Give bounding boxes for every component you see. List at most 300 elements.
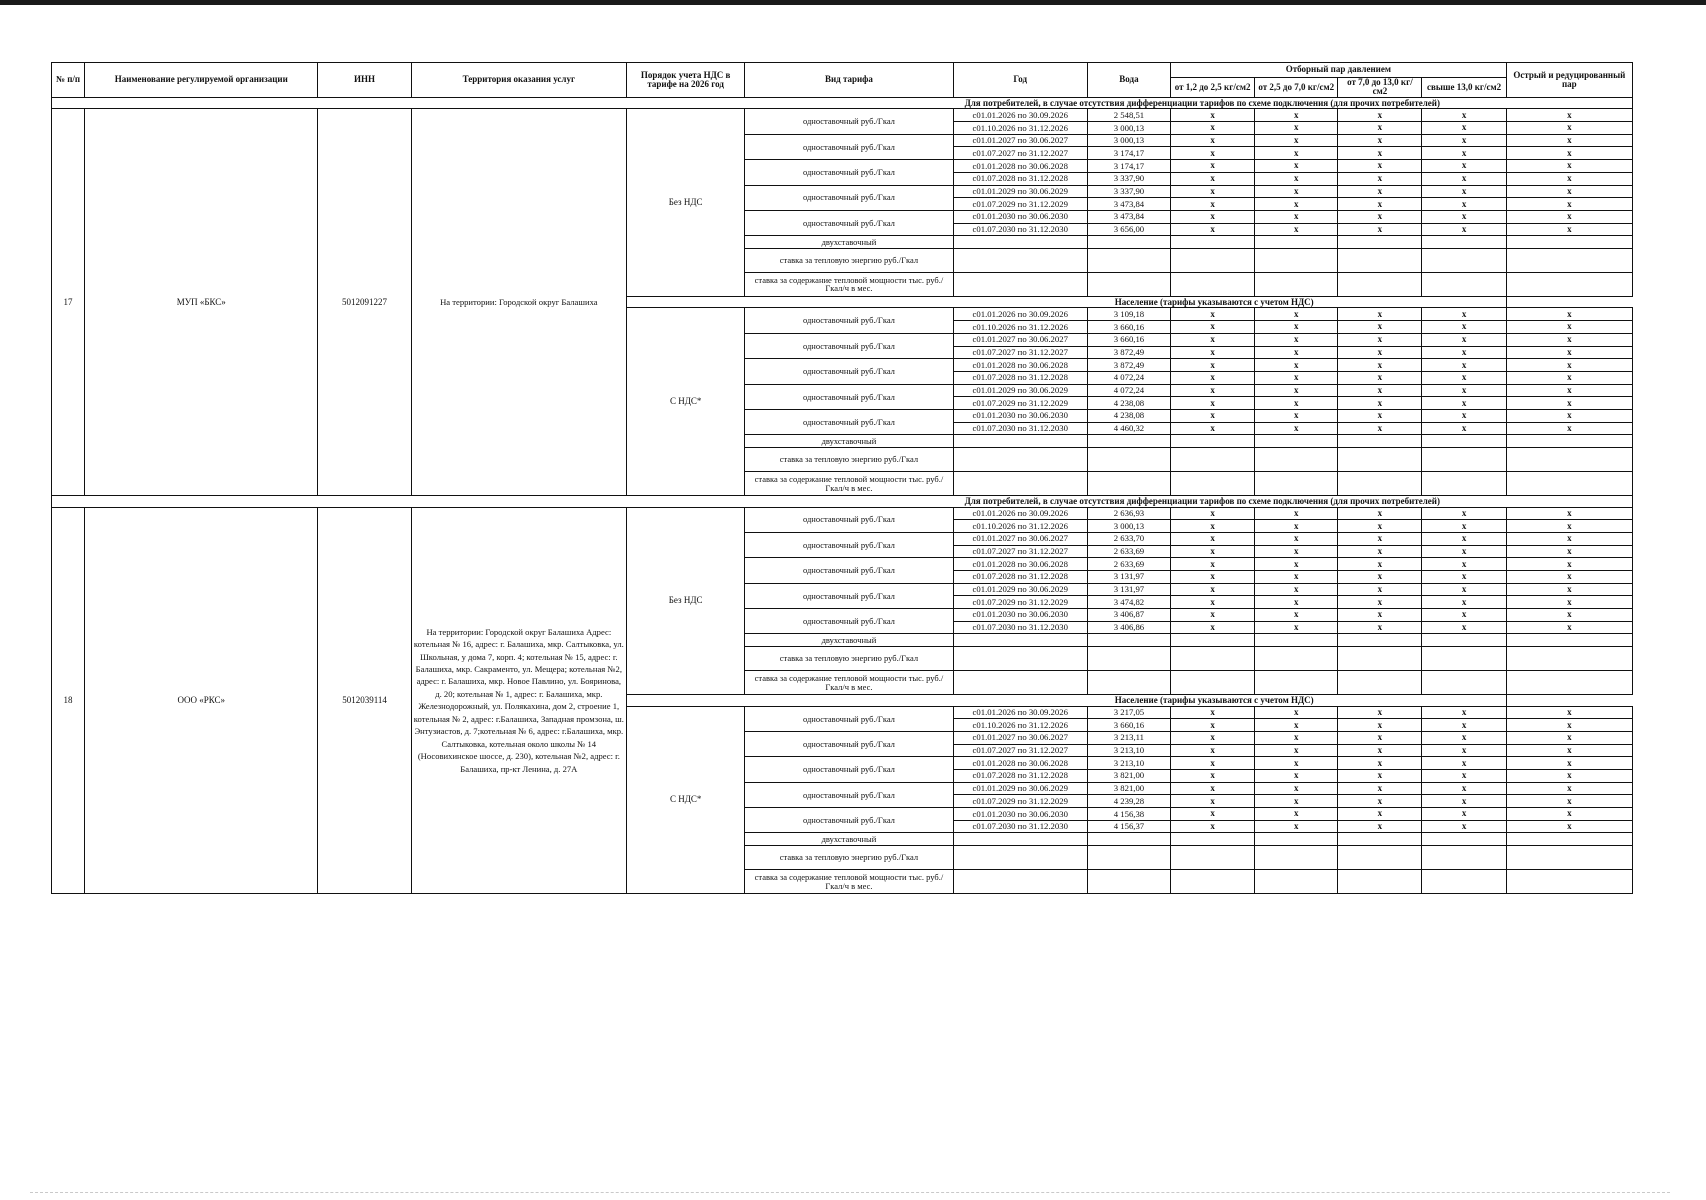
empty-cell [1422, 833, 1506, 846]
vat-order: С НДС* [627, 706, 745, 894]
steam-value-x: x [1506, 147, 1632, 160]
period-cell: с01.07.2028 по 31.12.2028 [953, 371, 1087, 384]
steam-value-x: x [1255, 172, 1338, 185]
empty-cell [1338, 448, 1422, 472]
steam-value-x: x [1506, 820, 1632, 833]
steam-value-x: x [1171, 134, 1255, 147]
steam-value-x: x [1338, 558, 1422, 571]
steam-value-x: x [1422, 109, 1506, 122]
empty-cell [1422, 448, 1506, 472]
empty-cell [953, 846, 1087, 870]
steam-value-x: x [1255, 795, 1338, 808]
empty-cell [1087, 634, 1170, 647]
empty-cell [1422, 634, 1506, 647]
water-value: 3 217,05 [1087, 706, 1170, 719]
tariff-one-rate: одноставочный руб./Гкал [745, 333, 953, 358]
steam-value-x: x [1171, 770, 1255, 783]
period-cell: с01.01.2030 по 30.06.2030 [953, 210, 1087, 223]
period-cell: с01.01.2027 по 30.06.2027 [953, 134, 1087, 147]
steam-value-x: x [1255, 359, 1338, 372]
empty-cell [1506, 236, 1632, 249]
tariff-heat-rate: ставка за тепловую энергию руб./Гкал [745, 647, 953, 671]
steam-value-x: x [1422, 359, 1506, 372]
empty-cell [953, 272, 1087, 296]
period-cell: с01.01.2027 по 30.06.2027 [953, 731, 1087, 744]
steam-value-x: x [1171, 210, 1255, 223]
tariff-one-rate: одноставочный руб./Гкал [745, 507, 953, 532]
steam-value-x: x [1422, 346, 1506, 359]
tariff-two-rate: двухставочный [745, 833, 953, 846]
steam-value-x: x [1338, 422, 1422, 435]
water-value: 3 660,16 [1087, 719, 1170, 732]
steam-value-x: x [1422, 134, 1506, 147]
tariff-power-rate: ставка за содержание тепловой мощности тыс. руб./Гкал/ч в мес. [745, 472, 953, 496]
steam-value-x: x [1506, 706, 1632, 719]
tariff-power-rate: ставка за содержание тепловой мощности тыс. руб./Гкал/ч в мес. [745, 870, 953, 894]
empty-cell [1506, 472, 1632, 496]
steam-value-x: x [1338, 719, 1422, 732]
empty-cell [1087, 272, 1170, 296]
period-cell: с01.01.2030 по 30.06.2030 [953, 808, 1087, 821]
steam-value-x: x [1338, 198, 1422, 211]
empty-cell [1255, 647, 1338, 671]
steam-value-x: x [1422, 409, 1506, 422]
water-value: 3 109,18 [1087, 308, 1170, 321]
steam-value-x: x [1171, 795, 1255, 808]
steam-value-x: x [1338, 757, 1422, 770]
steam-value-x: x [1422, 744, 1506, 757]
steam-value-x: x [1338, 808, 1422, 821]
empty-cell [1255, 634, 1338, 647]
steam-value-x: x [1338, 223, 1422, 236]
steam-value-x: x [1255, 757, 1338, 770]
steam-value-x: x [1506, 409, 1632, 422]
steam-value-x: x [1171, 359, 1255, 372]
steam-value-x: x [1255, 808, 1338, 821]
steam-value-x: x [1171, 731, 1255, 744]
steam-value-x: x [1506, 422, 1632, 435]
tariff-one-rate: одноставочный руб./Гкал [745, 409, 953, 434]
empty-cell [1506, 846, 1632, 870]
steam-value-x: x [1506, 321, 1632, 334]
steam-value-x: x [1506, 744, 1632, 757]
empty-cell [953, 435, 1087, 448]
tariff-two-rate: двухставочный [745, 236, 953, 249]
water-value: 4 239,28 [1087, 795, 1170, 808]
empty-cell [1087, 833, 1170, 846]
water-value: 3 656,00 [1087, 223, 1170, 236]
steam-value-x: x [1255, 122, 1338, 135]
steam-value-x: x [1338, 609, 1422, 622]
steam-value-x: x [1338, 147, 1422, 160]
steam-value-x: x [1171, 719, 1255, 732]
empty-cell [1087, 435, 1170, 448]
empty-cell [1506, 833, 1632, 846]
steam-value-x: x [1255, 558, 1338, 571]
steam-value-x: x [1506, 558, 1632, 571]
empty-cell [1506, 634, 1632, 647]
steam-value-x: x [1338, 820, 1422, 833]
empty-cell [1338, 671, 1422, 695]
steam-value-x: x [1171, 371, 1255, 384]
tariff-two-rate: двухставочный [745, 634, 953, 647]
steam-value-x: x [1506, 621, 1632, 634]
steam-value-x: x [1255, 384, 1338, 397]
empty-cell [1171, 236, 1255, 249]
empty-cell [1506, 435, 1632, 448]
water-value: 3 213,10 [1087, 757, 1170, 770]
steam-value-x: x [1255, 397, 1338, 410]
empty-cell [1506, 671, 1632, 695]
empty-cell [1087, 472, 1170, 496]
tariff-one-rate: одноставочный руб./Гкал [745, 808, 953, 833]
empty-cell [1171, 846, 1255, 870]
empty-cell [1506, 870, 1632, 894]
tariff-two-rate: двухставочный [745, 435, 953, 448]
steam-value-x: x [1338, 185, 1422, 198]
water-value: 3 337,90 [1087, 172, 1170, 185]
period-cell: с01.01.2027 по 30.06.2027 [953, 532, 1087, 545]
water-value: 3 474,82 [1087, 596, 1170, 609]
period-cell: с01.07.2027 по 31.12.2027 [953, 744, 1087, 757]
steam-value-x: x [1422, 570, 1506, 583]
period-cell: с01.10.2026 по 31.12.2026 [953, 321, 1087, 334]
steam-value-x: x [1422, 596, 1506, 609]
steam-value-x: x [1506, 795, 1632, 808]
water-value: 3 406,87 [1087, 609, 1170, 622]
steam-value-x: x [1506, 333, 1632, 346]
empty-cell [953, 248, 1087, 272]
empty-cell [1506, 272, 1632, 296]
water-value: 3 131,97 [1087, 570, 1170, 583]
empty-cell [1338, 870, 1422, 894]
steam-value-x: x [1422, 719, 1506, 732]
period-cell: с01.01.2026 по 30.09.2026 [953, 308, 1087, 321]
period-cell: с01.07.2027 по 31.12.2027 [953, 346, 1087, 359]
empty-cell [1087, 671, 1170, 695]
steam-value-x: x [1338, 397, 1422, 410]
steam-value-x: x [1506, 397, 1632, 410]
empty-cell [1171, 272, 1255, 296]
period-cell: с01.07.2029 по 31.12.2029 [953, 198, 1087, 211]
empty-cell [1506, 448, 1632, 472]
steam-value-x: x [1338, 134, 1422, 147]
steam-value-x: x [1506, 223, 1632, 236]
period-cell: с01.07.2028 по 31.12.2028 [953, 770, 1087, 783]
water-value: 3 473,84 [1087, 210, 1170, 223]
section-row [52, 496, 1633, 508]
empty-cell [1422, 272, 1506, 296]
steam-value-x: x [1506, 160, 1632, 173]
steam-value-x: x [1506, 371, 1632, 384]
steam-value-x: x [1338, 160, 1422, 173]
steam-value-x: x [1255, 321, 1338, 334]
steam-value-x: x [1255, 147, 1338, 160]
water-value: 3 821,00 [1087, 782, 1170, 795]
steam-value-x: x [1506, 109, 1632, 122]
period-cell: с01.10.2026 по 31.12.2026 [953, 520, 1087, 533]
period-cell: с01.07.2029 по 31.12.2029 [953, 795, 1087, 808]
section-population: Население (тарифы указываются с учетом НДС) [627, 695, 1507, 707]
empty-cell [1422, 671, 1506, 695]
steam-value-x: x [1422, 706, 1506, 719]
empty-cell [1338, 272, 1422, 296]
water-value: 3 213,10 [1087, 744, 1170, 757]
steam-value-x: x [1422, 808, 1506, 821]
steam-value-x: x [1171, 397, 1255, 410]
steam-value-x: x [1171, 820, 1255, 833]
org-number: 18 [52, 507, 85, 894]
empty-cell [953, 647, 1087, 671]
empty-cell [953, 236, 1087, 249]
steam-value-x: x [1506, 583, 1632, 596]
steam-value-x: x [1338, 384, 1422, 397]
empty-cell [1171, 448, 1255, 472]
period-cell: с01.01.2028 по 30.06.2028 [953, 558, 1087, 571]
table-row [52, 109, 1633, 122]
tariff-table [51, 62, 1633, 894]
water-value: 3 872,49 [1087, 346, 1170, 359]
period-cell: с01.01.2028 по 30.06.2028 [953, 359, 1087, 372]
empty-cell [1338, 472, 1422, 496]
steam-value-x: x [1255, 308, 1338, 321]
steam-value-x: x [1422, 122, 1506, 135]
section-other-consumers: Для потребителей, в случае отсутствия дифференциации тарифов по схеме подключения (для прочих потребителей) [52, 97, 1633, 109]
period-cell: с01.10.2026 по 31.12.2026 [953, 719, 1087, 732]
steam-value-x: x [1171, 744, 1255, 757]
water-value: 3 872,49 [1087, 359, 1170, 372]
section-other-consumers: Для потребителей, в случае отсутствия дифференциации тарифов по схеме подключения (для прочих потребителей) [52, 496, 1633, 508]
period-cell: с01.01.2026 по 30.09.2026 [953, 109, 1087, 122]
water-value: 3 174,17 [1087, 147, 1170, 160]
water-value: 2 633,69 [1087, 558, 1170, 571]
steam-value-x: x [1171, 172, 1255, 185]
empty-cell [1087, 248, 1170, 272]
empty-cell [1171, 647, 1255, 671]
steam-value-x: x [1171, 520, 1255, 533]
steam-value-x: x [1506, 346, 1632, 359]
steam-value-x: x [1338, 731, 1422, 744]
steam-value-x: x [1422, 770, 1506, 783]
tariff-one-rate: одноставочный руб./Гкал [745, 583, 953, 608]
steam-value-x: x [1171, 808, 1255, 821]
empty-cell [1506, 248, 1632, 272]
period-cell: с01.01.2028 по 30.06.2028 [953, 160, 1087, 173]
empty-cell [1171, 833, 1255, 846]
steam-value-x: x [1338, 583, 1422, 596]
empty-cell [1422, 248, 1506, 272]
period-cell: с01.01.2026 по 30.09.2026 [953, 706, 1087, 719]
water-value: 3 473,84 [1087, 198, 1170, 211]
steam-value-x: x [1506, 532, 1632, 545]
steam-value-x: x [1171, 223, 1255, 236]
water-value: 4 072,24 [1087, 384, 1170, 397]
steam-value-x: x [1171, 570, 1255, 583]
tariff-power-rate: ставка за содержание тепловой мощности тыс. руб./Гкал/ч в мес. [745, 272, 953, 296]
org-number: 17 [52, 109, 85, 496]
empty-cell [1338, 634, 1422, 647]
period-cell: с01.01.2029 по 30.06.2029 [953, 384, 1087, 397]
water-value: 4 156,38 [1087, 808, 1170, 821]
steam-value-x: x [1422, 609, 1506, 622]
steam-value-x: x [1422, 583, 1506, 596]
water-value: 4 460,32 [1087, 422, 1170, 435]
empty-cell [1338, 236, 1422, 249]
water-value: 3 000,13 [1087, 122, 1170, 135]
empty-cell [1255, 448, 1338, 472]
empty-cell [1422, 435, 1506, 448]
steam-value-x: x [1422, 520, 1506, 533]
empty-cell [1255, 236, 1338, 249]
period-cell: с01.07.2030 по 31.12.2030 [953, 820, 1087, 833]
steam-value-x: x [1506, 808, 1632, 821]
steam-value-x: x [1171, 782, 1255, 795]
water-value: 3 660,16 [1087, 333, 1170, 346]
steam-value-x: x [1338, 172, 1422, 185]
steam-value-x: x [1506, 122, 1632, 135]
tariff-one-rate: одноставочный руб./Гкал [745, 782, 953, 807]
water-value: 3 000,13 [1087, 134, 1170, 147]
steam-value-x: x [1506, 384, 1632, 397]
steam-value-x: x [1338, 371, 1422, 384]
tariff-heat-rate: ставка за тепловую энергию руб./Гкал [745, 846, 953, 870]
steam-value-x: x [1255, 596, 1338, 609]
steam-value-x: x [1171, 147, 1255, 160]
steam-value-x: x [1171, 609, 1255, 622]
header-steam-group: Отборный пар давлением [1171, 63, 1507, 78]
header-inn: ИНН [318, 63, 411, 98]
tariff-one-rate: одноставочный руб./Гкал [745, 609, 953, 634]
steam-value-x: x [1506, 782, 1632, 795]
empty-cell [1171, 870, 1255, 894]
steam-value-x: x [1255, 185, 1338, 198]
vat-order: Без НДС [627, 109, 745, 297]
steam-value-x: x [1338, 122, 1422, 135]
vat-order: Без НДС [627, 507, 745, 695]
tariff-power-rate: ставка за содержание тепловой мощности тыс. руб./Гкал/ч в мес. [745, 671, 953, 695]
section-row [52, 97, 1633, 109]
period-cell: с01.01.2026 по 30.09.2026 [953, 507, 1087, 520]
period-cell: с01.07.2030 по 31.12.2030 [953, 422, 1087, 435]
tariff-heat-rate: ставка за тепловую энергию руб./Гкал [745, 248, 953, 272]
steam-value-x: x [1171, 545, 1255, 558]
empty-cell [1255, 472, 1338, 496]
steam-value-x: x [1255, 609, 1338, 622]
steam-value-x: x [1255, 731, 1338, 744]
steam-value-x: x [1422, 782, 1506, 795]
table-header [52, 63, 1633, 98]
period-cell: с01.07.2028 по 31.12.2028 [953, 570, 1087, 583]
steam-value-x: x [1506, 757, 1632, 770]
tariff-one-rate: одноставочный руб./Гкал [745, 109, 953, 134]
steam-value-x: x [1338, 359, 1422, 372]
table-row [52, 507, 1633, 520]
empty-cell [1422, 846, 1506, 870]
steam-value-x: x [1171, 757, 1255, 770]
tariff-one-rate: одноставочный руб./Гкал [745, 210, 953, 235]
tariff-one-rate: одноставочный руб./Гкал [745, 359, 953, 384]
steam-value-x: x [1422, 507, 1506, 520]
period-cell: с01.07.2029 по 31.12.2029 [953, 596, 1087, 609]
water-value: 4 072,24 [1087, 371, 1170, 384]
empty-cell [1087, 448, 1170, 472]
water-value: 3 660,16 [1087, 321, 1170, 334]
steam-value-x: x [1338, 532, 1422, 545]
period-cell: с01.07.2028 по 31.12.2028 [953, 172, 1087, 185]
period-cell: с01.01.2029 по 30.06.2029 [953, 185, 1087, 198]
period-cell: с01.07.2030 по 31.12.2030 [953, 223, 1087, 236]
steam-value-x: x [1506, 185, 1632, 198]
steam-value-x: x [1171, 507, 1255, 520]
steam-value-x: x [1422, 185, 1506, 198]
steam-value-x: x [1422, 558, 1506, 571]
steam-value-x: x [1422, 333, 1506, 346]
steam-value-x: x [1255, 109, 1338, 122]
steam-value-x: x [1255, 820, 1338, 833]
steam-value-x: x [1338, 520, 1422, 533]
steam-value-x: x [1506, 719, 1632, 732]
water-value: 4 238,08 [1087, 397, 1170, 410]
steam-value-x: x [1171, 308, 1255, 321]
empty-cell [1255, 435, 1338, 448]
steam-value-x: x [1255, 706, 1338, 719]
tariff-one-rate: одноставочный руб./Гкал [745, 134, 953, 159]
steam-value-x: x [1255, 719, 1338, 732]
steam-value-x: x [1506, 210, 1632, 223]
period-cell: с01.01.2027 по 30.06.2027 [953, 333, 1087, 346]
steam-value-x: x [1506, 596, 1632, 609]
water-value: 2 633,70 [1087, 532, 1170, 545]
steam-value-x: x [1255, 134, 1338, 147]
steam-value-x: x [1422, 532, 1506, 545]
steam-value-x: x [1422, 384, 1506, 397]
steam-value-x: x [1171, 333, 1255, 346]
period-cell: с01.01.2029 по 30.06.2029 [953, 583, 1087, 596]
steam-value-x: x [1171, 198, 1255, 211]
header-territory: Территория оказания услуг [411, 63, 626, 98]
period-cell: с01.07.2027 по 31.12.2027 [953, 147, 1087, 160]
water-value: 3 213,11 [1087, 731, 1170, 744]
tariff-heat-rate: ставка за тепловую энергию руб./Гкал [745, 448, 953, 472]
tariff-one-rate: одноставочный руб./Гкал [745, 308, 953, 333]
steam-value-x: x [1255, 520, 1338, 533]
vat-order: С НДС* [627, 308, 745, 496]
steam-value-x: x [1506, 770, 1632, 783]
empty-cell [1422, 647, 1506, 671]
header-num: № п/п [52, 63, 85, 98]
steam-value-x: x [1255, 210, 1338, 223]
steam-value-x: x [1171, 558, 1255, 571]
steam-value-x: x [1171, 422, 1255, 435]
steam-value-x: x [1255, 422, 1338, 435]
empty-cell [1255, 671, 1338, 695]
water-value: 2 636,93 [1087, 507, 1170, 520]
water-value: 3 174,17 [1087, 160, 1170, 173]
empty-cell [1087, 870, 1170, 894]
steam-value-x: x [1338, 507, 1422, 520]
org-name: МУП «БКС» [85, 109, 318, 496]
steam-value-x: x [1506, 545, 1632, 558]
steam-value-x: x [1171, 109, 1255, 122]
empty-cell [1171, 248, 1255, 272]
header-vat-order: Порядок учета НДС в тарифе на 2026 год [627, 63, 745, 98]
steam-value-x: x [1422, 210, 1506, 223]
empty-cell [1338, 435, 1422, 448]
steam-value-x: x [1422, 621, 1506, 634]
empty-cell [1422, 472, 1506, 496]
steam-value-x: x [1338, 706, 1422, 719]
steam-value-x: x [1506, 731, 1632, 744]
